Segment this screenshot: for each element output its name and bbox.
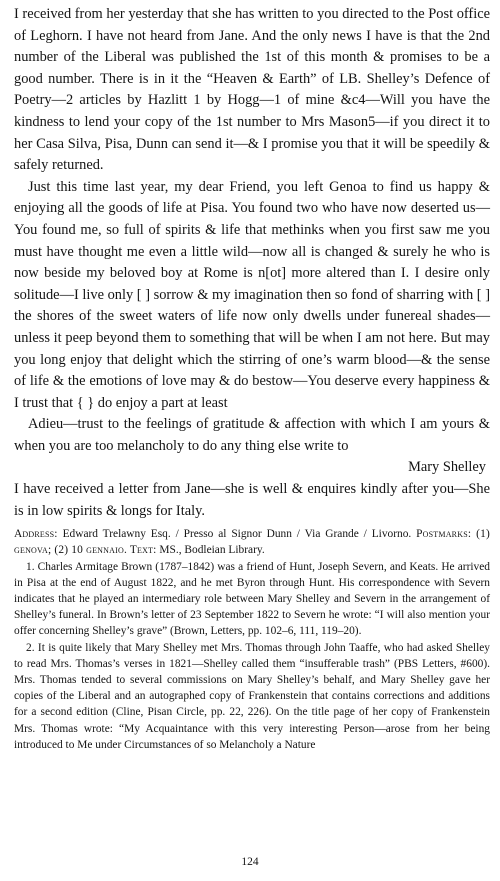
editorial-notes — [14, 526, 490, 753]
signature: Mary Shelley — [408, 459, 486, 476]
letter-paragraph-2: Just this time last year, my dear Friend, you left Genoa to find us happy & enjoying all the goods of life at Pisa. You found two who have now deserted us—You found me, so full of spirits & life that methinks when you first saw me you must have thought me even a little wild—now all is changed & surely he who is now beside my beloved boy at Rome is n[ot] more altered than I. I desire only solitude—I live only [ ] sorrow & my imagination then so fond of sharring with [ ] the shores of the sweet waters of life now only dwells under funereal shades—unless it peep beyond them to something that will be when I am not here. But may you long enjoy that delight which the stirring of one’s warm blood—& the sense of life & the emotions of love may & do bestow—You deserve every happiness & I trust that { } do enjoy a part at least — [14, 178, 490, 411]
footnote-2: 2. It is quite likely that Mary Shelley met Mrs. Thomas through John Taaffe, who had asked Shelley to read Mrs. Thomas’s verses in 1821—Shelley called them “insufferable trash” (PBS Letters, #600). Mrs. Thomas tended to several commissions on Mary Shelley’s behalf, and Mary Shelley gave her copies of the Liberal and an autographed copy of Frankenstein that contains corrections and additions for a second edition (Cline, Pisan Circle, pp. 22, 226). On the title page of her copy of Frankenstein Mrs. Thomas wrote: “My Acquaintance with this very interesting Person—arose from her being introduced to Me under Circumstances of so Melancholy a Nature — [14, 641, 490, 751]
footnote-1: 1. Charles Armitage Brown (1787–1842) was a friend of Hunt, Joseph Severn, and Keats. He arrived in Pisa at the end of August 1822, and he met Byron through Hunt. His correspondence with Severn indicates that he played an intermediary role between Mary Shelley and Severn in the arrangement of Shelley’s funeral. In Brown’s letter of 23 September 1822 to Severn he wrote: “I will also mention your offer concerning Shelley’s grave” (Brown, Letters, pp. 102–6, 111, 119–20). — [14, 560, 490, 638]
text-label: Text: — [129, 544, 157, 557]
postmarks-text: (1) genova; (2) 10 gennaio. — [14, 528, 490, 557]
address-label: Address: — [14, 528, 58, 541]
postscript: I have received a letter from Jane—she is well & enquires kindly after you—She is in low spirits & longs for Italy. — [14, 481, 490, 519]
letter-paragraph-3: Adieu—trust to the feelings of gratitude & affection with which I am yours & when you are too melancholy to do any thing else write to — [14, 416, 490, 454]
address-text: Edward Trelawny Esq. / Presso al Signor Dunn / Via Grande / Livorno. — [62, 528, 412, 541]
letter-paragraph-1: I received from her yesterday that she has written to you directed to the Post office of Leghorn. I have not heard from Jane. And the only news I have is that the 2nd number of the Liberal was published the 1st of this month & promises to be a good number. There is in it the “Heaven & Earth” of LB. Shelley’s Defence of Poetry—2 articles by Hazlitt 1 by Hogg—1 of mine &c4—Will you have the kindness to lend your copy of the 1st number to Mrs Mason5—if you direct it to her Casa Silva, Pisa, Dunn can send it—& I promise you that it will be speedily & safely returned. — [14, 6, 490, 174]
address-line — [14, 526, 490, 558]
letter-body — [14, 4, 490, 522]
book-page — [14, 4, 490, 753]
page-number: 124 — [241, 856, 259, 868]
text-source: MS., Bodleian Library. — [159, 544, 265, 557]
postmarks-label: Postmarks: — [416, 528, 472, 541]
